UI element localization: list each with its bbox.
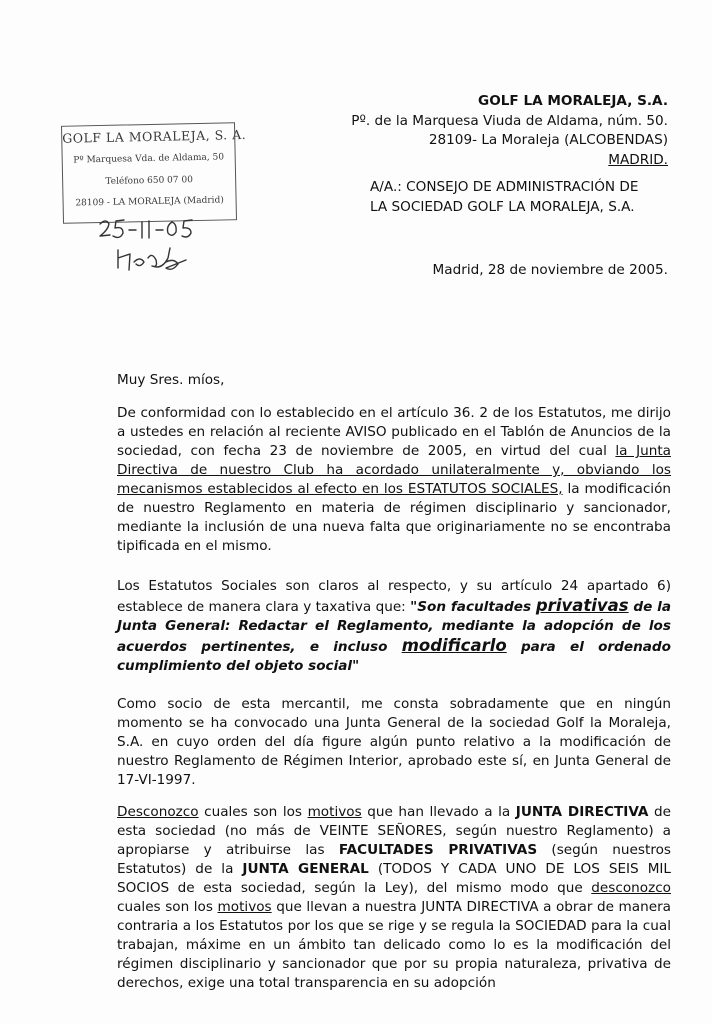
p4-text-14: que llevan a nuestra JUNTA DIRECTIVA a obrar de manera contraria a los Estatutos por los que se rige y se regula la SOCIEDAD para la cual trabajan, máxime en un ámbito tan delicado como lo es la modificación del régimen disciplinario y sancionador que por su propia naturaleza, privativa de derechos, exige una total transparencia en su adopción [117,899,672,991]
recipient-address-line-1: Pº. de la Marquesa Viuda de Aldama, núm. 50. [351,112,668,129]
company-stamp [61,122,247,224]
p2-quote-modificarlo: modificarlo [401,636,507,655]
p2-quote-3: de la Junta General: Redactar el Reglamento, mediante la adopción de los acuerdos pertinentes, e incluso [117,599,672,655]
p1-underlined-text: la Junta Directiva de nuestro Club ha acordado unilateralmente y, obviando los mecanismos establecidos al efecto en los ESTATUTOS SOCIALES, [117,443,671,497]
recipient-city: MADRID. [608,151,668,168]
recipient-address-block [351,92,668,170]
p2-quote-5: para el ordenado cumplimiento del objeto social" [117,639,671,674]
p4-motivos-2: motivos [217,899,272,915]
p2-text-a: Los Estatutos Sociales son claros al respecto, y su artículo 24 apartado 6) establece de manera clara y taxativa que: [117,578,671,615]
p4-facultades-privativas: FACULTADES PRIVATIVAS [338,842,538,858]
p4-junta-general: JUNTA GENERAL [242,861,369,877]
p4-text-10: (TODOS Y CADA UNO DE LOS SEIS MIL SOCIOS de esta sociedad, según la Ley), del mismo modo que [117,861,672,896]
p4-text-12: cuales son los [117,899,218,915]
attention-line-1: A/A.: CONSEJO DE ADMINISTRACIÓN DE [370,179,639,195]
p4-motivos-1: motivos [307,804,362,820]
salutation: Muy Sres. míos, [117,372,225,388]
p4-junta-directiva: JUNTA DIRECTIVA [515,804,649,820]
handwritten-date-signature [96,218,206,280]
stamp-phone: Teléfono 650 07 00 [105,175,193,187]
recipient-company: GOLF LA MORALEJA, S.A. [478,93,668,109]
p4-desconozco-1: Desconozco [117,804,199,820]
p4-text-8: (según nuestros Estatutos) de la [117,842,672,877]
paragraph-2 [117,577,671,676]
stamp-name: GOLF LA MORALEJA, S. A. [62,126,247,146]
p4-text-2: cuales son los [198,804,308,820]
stamp-address: Pº Marquesa Vda. de Aldama, 50 [73,152,225,166]
paragraph-3: Como socio de esta mercantil, me consta sobradamente que en ningún momento se ha convocado una Junta General de la sociedad Golf la Moraleja, S.A. en cuyo orden del día figure algún punto relativo a la modificación de nuestro Reglamento de Régimen Interior, aprobado este sí, en Junta General de 17-VI-1997. [117,696,671,788]
p4-text-4: que han llevado a la [361,804,516,820]
attention-line-2: LA SOCIEDAD GOLF LA MORALEJA, S.A. [370,198,635,215]
paragraph-1 [117,404,671,556]
paragraph-4 [117,803,671,993]
recipient-address-line-2: 28109- La Moraleja (ALCOBENDAS) [428,132,668,148]
p1-text-a: De conformidad con lo establecido en el artículo 36. 2 de los Estatutos, me dirijo a ustedes en relación al reciente AVISO publicado en el Tablón de Anuncios de la sociedad, con fecha 23 de noviembre de 2005, en virtud del cual [117,405,671,459]
p4-desconozco-2: desconozco [591,880,671,896]
p2-quote-privativas: privativas [535,596,629,615]
p4-text-6: de esta sociedad (no más de VEINTE SEÑORES, según nuestro Reglamento) a apropiarse y atribuirse las [117,804,671,858]
p1-text-c: la modificación de nuestro Reglamento en materia de régimen disciplinario y sancionador, mediante la inclusión de una nueva falta que originariamente no se encontraba tipificada en el mismo. [117,481,671,554]
letter-date: Madrid, 28 de noviembre de 2005. [432,262,668,278]
p2-quote-1: "Son facultades [410,599,536,615]
attention-block [370,178,668,217]
stamp-city: 28109 - LA MORALEJA (Madrid) [75,195,224,209]
